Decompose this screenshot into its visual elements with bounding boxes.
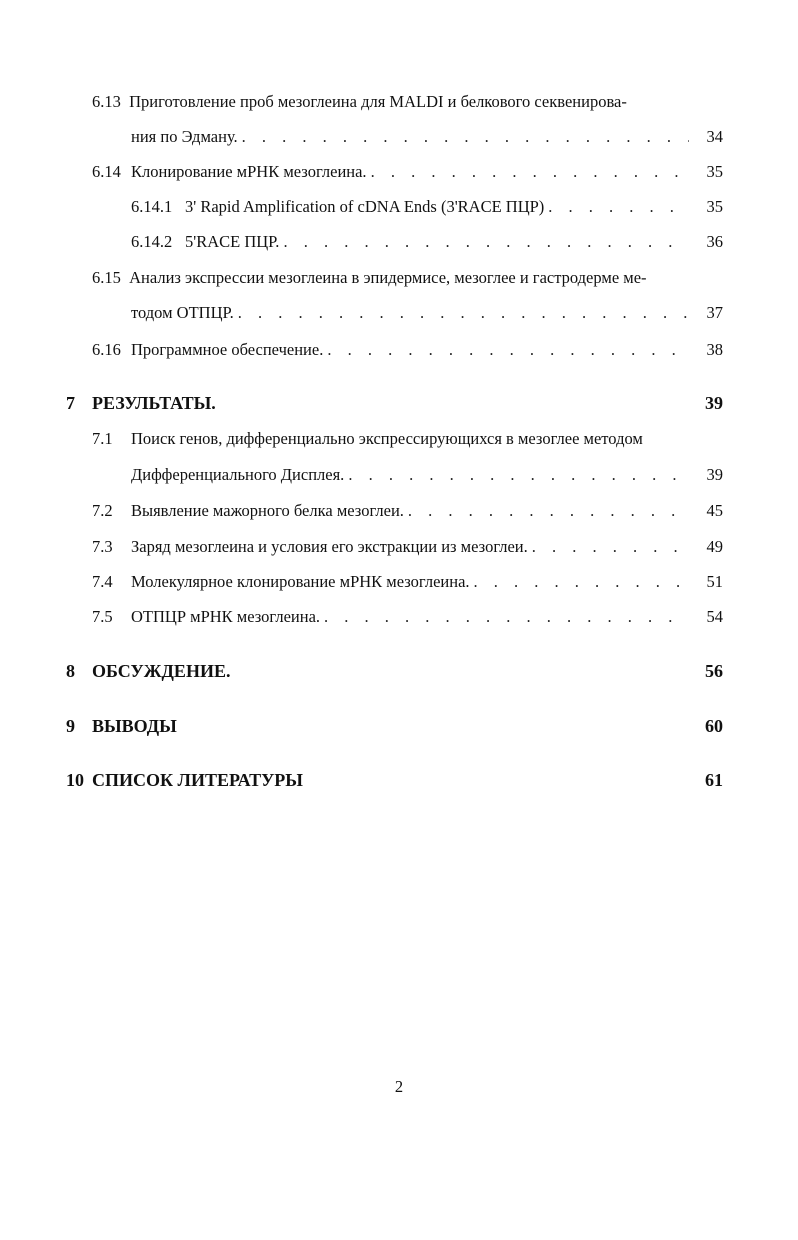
section-title: 3' Rapid Amplification of cDNA Ends (3'RACE ПЦР) — [185, 197, 545, 216]
section-title: Клонирование мРНК мезоглеина. — [131, 162, 367, 181]
toc-entry-6-15-first-line[interactable] — [92, 268, 647, 288]
section-number: 7.4 — [92, 572, 113, 591]
section-number: 6.15 — [92, 268, 121, 287]
section-title: Анализ экспрессии мезоглеина в эпидермисе, мезоглее и гастродерме ме- — [129, 268, 647, 287]
section-number: 6.16 — [92, 340, 121, 359]
section-number: 7.2 — [92, 501, 113, 520]
toc-entry-6-13-second-line[interactable] — [131, 127, 723, 147]
toc-entry-6-14-2[interactable] — [131, 232, 723, 252]
chapter-title: СПИСОК ЛИТЕРАТУРЫ — [92, 770, 303, 790]
section-title: Приготовление проб мезоглеина для MALDI и белкового секвенирова- — [129, 92, 627, 111]
section-title: Заряд мезоглеина и условия его экстракции из мезоглеи. — [131, 537, 528, 556]
page-number: 2 — [394, 1077, 404, 1096]
toc-entry-7-2[interactable] — [92, 501, 723, 521]
toc-entry-6-16[interactable] — [92, 340, 723, 360]
section-title-continuation: ния по Эдману. — [131, 127, 238, 146]
toc-entry-7-1-second-line[interactable] — [131, 465, 723, 485]
dot-leader — [371, 162, 689, 182]
section-number: 7.3 — [92, 537, 113, 556]
section-title: Программное обеспечение. — [131, 340, 324, 359]
page-reference: 35 — [706, 197, 723, 216]
page-reference: 38 — [706, 340, 723, 359]
page-reference: 51 — [706, 572, 723, 591]
section-title: Поиск генов, дифференциально экспрессирующихся в мезоглее методом — [131, 429, 643, 448]
chapter-title: ВЫВОДЫ — [92, 716, 177, 736]
toc-entry-6-14-1[interactable] — [131, 197, 723, 217]
dot-leader — [238, 303, 689, 323]
section-title-continuation: тодом ОТПЦР. — [131, 303, 234, 322]
page-reference: 61 — [705, 770, 723, 790]
page-reference: 49 — [706, 537, 723, 556]
section-title: Выявление мажорного белка мезоглеи. — [131, 501, 404, 520]
section-number: 6.14.2 — [131, 232, 173, 251]
toc-entry-7-5[interactable] — [92, 607, 723, 627]
toc-chapter-8[interactable] — [66, 660, 723, 682]
toc-entry-7-3[interactable] — [92, 537, 723, 557]
dot-leader — [474, 572, 689, 592]
toc-chapter-7[interactable] — [66, 392, 723, 414]
section-title: Молекулярное клонирование мРНК мезоглеина. — [131, 572, 470, 591]
section-title-continuation: Дифференциального Дисплея. — [131, 465, 345, 484]
toc-entry-7-1-first-line[interactable] — [92, 429, 643, 449]
chapter-title: ОБСУЖДЕНИЕ. — [92, 661, 231, 681]
dot-leader — [283, 232, 689, 252]
page-reference: 34 — [706, 127, 723, 146]
toc-chapter-9[interactable] — [66, 715, 723, 737]
page-reference: 39 — [705, 393, 723, 413]
page-reference: 39 — [706, 465, 723, 484]
section-number: 6.14 — [92, 162, 121, 181]
section-number: 7.1 — [92, 429, 113, 448]
toc-entry-6-14[interactable] — [92, 162, 723, 182]
dot-leader — [408, 501, 689, 521]
chapter-title: РЕЗУЛЬТАТЫ. — [92, 393, 216, 413]
dot-leader — [327, 340, 689, 360]
toc-entry-6-15-second-line[interactable] — [131, 303, 723, 323]
page-reference: 45 — [706, 501, 723, 520]
toc-entry-6-13-first-line[interactable] — [92, 92, 627, 112]
section-number: 6.14.1 — [131, 197, 173, 216]
chapter-number: 9 — [66, 716, 75, 736]
page-reference: 36 — [706, 232, 723, 251]
section-title: ОТПЦР мРНК мезоглеина. — [131, 607, 321, 626]
section-number: 6.13 — [92, 92, 121, 111]
toc-entry-7-4[interactable] — [92, 572, 723, 592]
chapter-number: 10 — [66, 770, 84, 790]
dot-leader — [548, 197, 689, 217]
page-reference: 56 — [705, 661, 723, 681]
chapter-number: 7 — [66, 393, 75, 413]
page-reference: 54 — [706, 607, 723, 626]
toc-chapter-10[interactable] — [66, 769, 723, 791]
dot-leader — [242, 127, 689, 147]
dot-leader — [532, 537, 689, 557]
page-reference: 60 — [705, 716, 723, 736]
chapter-number: 8 — [66, 661, 75, 681]
page-reference: 37 — [706, 303, 723, 322]
section-number: 7.5 — [92, 607, 113, 626]
section-title: 5'RACE ПЦР. — [185, 232, 280, 251]
page-reference: 35 — [706, 162, 723, 181]
dot-leader — [324, 607, 689, 627]
dot-leader — [348, 465, 689, 485]
